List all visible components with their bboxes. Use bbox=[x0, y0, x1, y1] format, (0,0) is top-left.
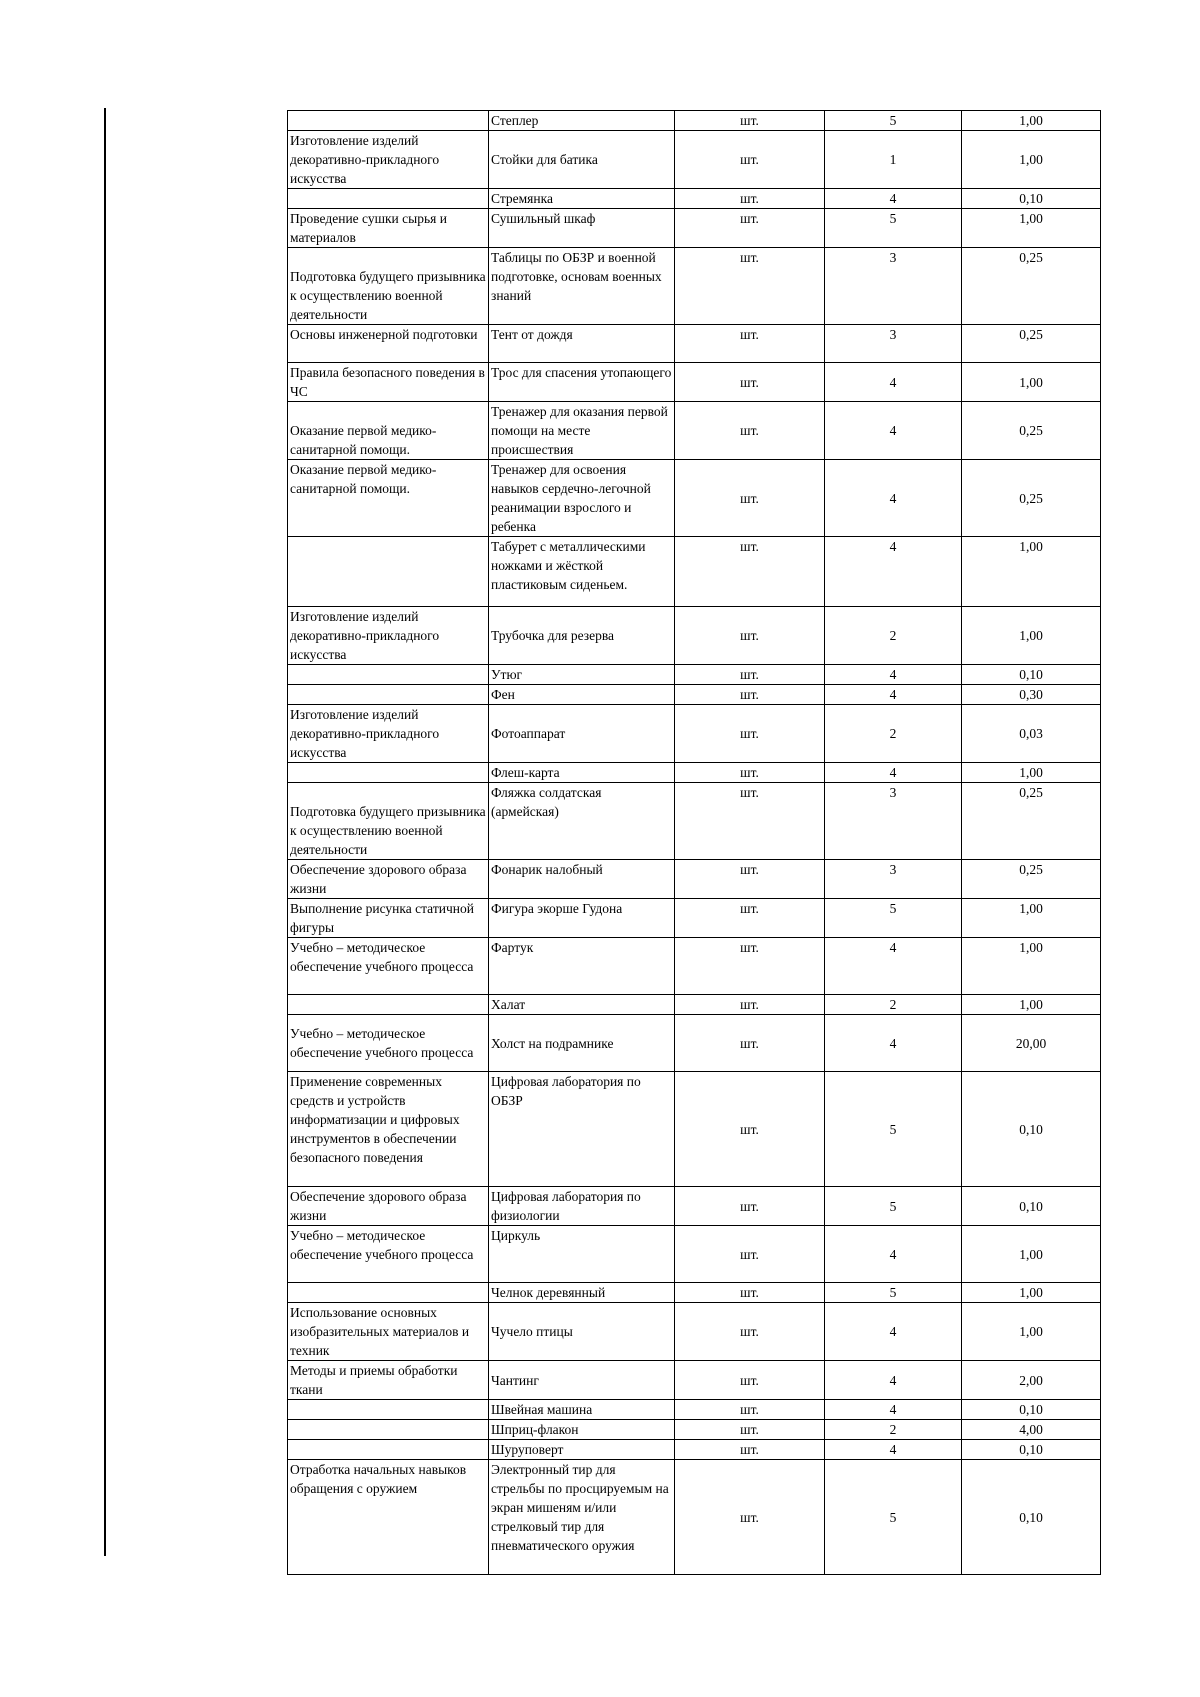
cell-purpose: Изготовление изделий декоративно-прикладного искусства bbox=[288, 131, 489, 189]
cell-unit: шт. bbox=[675, 209, 825, 248]
cell-purpose bbox=[288, 111, 489, 131]
table-row bbox=[288, 1440, 1101, 1460]
cell-coefficient: 1,00 bbox=[962, 131, 1101, 189]
table-row bbox=[288, 363, 1101, 402]
table-body bbox=[288, 111, 1101, 1575]
table-row bbox=[288, 1400, 1101, 1420]
cell-item-name: Тренажер для освоения навыков сердечно-легочной реанимации взрослого и ребенка bbox=[489, 460, 675, 537]
cell-quantity: 3 bbox=[825, 860, 962, 899]
cell-quantity: 4 bbox=[825, 1015, 962, 1072]
cell-item-name: Табурет с металлическими ножками и жёсткой пластиковым сиденьем. bbox=[489, 537, 675, 607]
cell-quantity: 4 bbox=[825, 537, 962, 607]
cell-purpose: Отработка начальных навыков обращения с оружием bbox=[288, 1460, 489, 1575]
cell-item-name: Степлер bbox=[489, 111, 675, 131]
cell-unit: шт. bbox=[675, 1361, 825, 1400]
table-row bbox=[288, 1460, 1101, 1575]
table-row bbox=[288, 665, 1101, 685]
table-row bbox=[288, 1283, 1101, 1303]
cell-purpose bbox=[288, 995, 489, 1015]
cell-item-name: Халат bbox=[489, 995, 675, 1015]
cell-item-name: Фляжка солдатская (армейская) bbox=[489, 783, 675, 860]
cell-purpose bbox=[288, 685, 489, 705]
cell-purpose bbox=[288, 189, 489, 209]
table-row bbox=[288, 685, 1101, 705]
cell-unit: шт. bbox=[675, 460, 825, 537]
cell-unit: шт. bbox=[675, 783, 825, 860]
cell-quantity: 3 bbox=[825, 248, 962, 325]
cell-quantity: 2 bbox=[825, 1420, 962, 1440]
table-row bbox=[288, 537, 1101, 607]
cell-quantity: 4 bbox=[825, 665, 962, 685]
cell-coefficient: 20,00 bbox=[962, 1015, 1101, 1072]
cell-purpose: Методы и приемы обработки ткани bbox=[288, 1361, 489, 1400]
cell-unit: шт. bbox=[675, 363, 825, 402]
cell-quantity: 4 bbox=[825, 460, 962, 537]
cell-unit: шт. bbox=[675, 1072, 825, 1187]
cell-item-name: Фигура экорше Гудона bbox=[489, 899, 675, 938]
cell-item-name: Чантинг bbox=[489, 1361, 675, 1400]
cell-quantity: 5 bbox=[825, 111, 962, 131]
cell-quantity: 5 bbox=[825, 1283, 962, 1303]
cell-unit: шт. bbox=[675, 189, 825, 209]
cell-purpose: Подготовка будущего призывника к осуществлению военной деятельности bbox=[288, 248, 489, 325]
cell-unit: шт. bbox=[675, 248, 825, 325]
cell-item-name: Цифровая лаборатория по физиологии bbox=[489, 1187, 675, 1226]
cell-item-name: Швейная машина bbox=[489, 1400, 675, 1420]
cell-item-name: Утюг bbox=[489, 665, 675, 685]
cell-coefficient: 1,00 bbox=[962, 537, 1101, 607]
cell-unit: шт. bbox=[675, 665, 825, 685]
cell-purpose bbox=[288, 1440, 489, 1460]
cell-purpose: Использование основных изобразительных материалов и техник bbox=[288, 1303, 489, 1361]
cell-coefficient: 1,00 bbox=[962, 1226, 1101, 1283]
table-row bbox=[288, 1303, 1101, 1361]
cell-item-name: Шприц-флакон bbox=[489, 1420, 675, 1440]
cell-coefficient: 1,00 bbox=[962, 763, 1101, 783]
table-row bbox=[288, 860, 1101, 899]
cell-unit: шт. bbox=[675, 1187, 825, 1226]
equipment-table bbox=[287, 110, 1101, 1575]
cell-purpose: Применение современных средств и устройств информатизации и цифровых инструментов в обеспечении безопасного поведения bbox=[288, 1072, 489, 1187]
cell-quantity: 4 bbox=[825, 1361, 962, 1400]
cell-unit: шт. bbox=[675, 1440, 825, 1460]
cell-quantity: 2 bbox=[825, 607, 962, 665]
cell-purpose: Изготовление изделий декоративно-прикладного искусства bbox=[288, 705, 489, 763]
cell-quantity: 4 bbox=[825, 1440, 962, 1460]
table-row bbox=[288, 1226, 1101, 1283]
table-row bbox=[288, 1420, 1101, 1440]
cell-purpose bbox=[288, 763, 489, 783]
cell-unit: шт. bbox=[675, 685, 825, 705]
table-row bbox=[288, 460, 1101, 537]
cell-item-name: Фен bbox=[489, 685, 675, 705]
table-row bbox=[288, 111, 1101, 131]
cell-unit: шт. bbox=[675, 537, 825, 607]
cell-coefficient: 1,00 bbox=[962, 899, 1101, 938]
cell-coefficient: 0,25 bbox=[962, 402, 1101, 460]
cell-coefficient: 0,10 bbox=[962, 1400, 1101, 1420]
cell-quantity: 4 bbox=[825, 763, 962, 783]
cell-quantity: 5 bbox=[825, 1460, 962, 1575]
cell-item-name: Цифровая лаборатория по ОБЗР bbox=[489, 1072, 675, 1187]
cell-quantity: 5 bbox=[825, 899, 962, 938]
cell-unit: шт. bbox=[675, 131, 825, 189]
table-row bbox=[288, 131, 1101, 189]
cell-purpose bbox=[288, 1400, 489, 1420]
cell-item-name: Таблицы по ОБЗР и военной подготовке, основам военных знаний bbox=[489, 248, 675, 325]
table-row bbox=[288, 189, 1101, 209]
cell-purpose: Изготовление изделий декоративно-прикладного искусства bbox=[288, 607, 489, 665]
cell-coefficient: 0,10 bbox=[962, 1072, 1101, 1187]
cell-unit: шт. bbox=[675, 995, 825, 1015]
cell-coefficient: 0,25 bbox=[962, 460, 1101, 537]
cell-item-name: Фонарик налобный bbox=[489, 860, 675, 899]
table-row bbox=[288, 325, 1101, 363]
cell-unit: шт. bbox=[675, 1303, 825, 1361]
cell-purpose: Оказание первой медико-санитарной помощи. bbox=[288, 460, 489, 537]
cell-quantity: 5 bbox=[825, 209, 962, 248]
table-row bbox=[288, 1072, 1101, 1187]
cell-item-name: Стремянка bbox=[489, 189, 675, 209]
cell-quantity: 2 bbox=[825, 705, 962, 763]
cell-quantity: 4 bbox=[825, 685, 962, 705]
cell-quantity: 5 bbox=[825, 1072, 962, 1187]
cell-purpose: Учебно – методическое обеспечение учебного процесса bbox=[288, 1226, 489, 1283]
cell-purpose: Обеспечение здорового образа жизни bbox=[288, 1187, 489, 1226]
cell-item-name: Шуруповерт bbox=[489, 1440, 675, 1460]
cell-coefficient: 0,10 bbox=[962, 665, 1101, 685]
cell-unit: шт. bbox=[675, 763, 825, 783]
cell-coefficient: 0,10 bbox=[962, 189, 1101, 209]
cell-item-name: Трос для спасения утопающего bbox=[489, 363, 675, 402]
cell-quantity: 3 bbox=[825, 783, 962, 860]
cell-coefficient: 1,00 bbox=[962, 209, 1101, 248]
table-row bbox=[288, 783, 1101, 860]
cell-quantity: 4 bbox=[825, 189, 962, 209]
cell-item-name: Циркуль bbox=[489, 1226, 675, 1283]
cell-purpose: Правила безопасного поведения в ЧС bbox=[288, 363, 489, 402]
cell-purpose: Оказание первой медико-санитарной помощи. bbox=[288, 402, 489, 460]
cell-unit: шт. bbox=[675, 1460, 825, 1575]
cell-coefficient: 0,10 bbox=[962, 1460, 1101, 1575]
cell-quantity: 4 bbox=[825, 1400, 962, 1420]
table-row bbox=[288, 607, 1101, 665]
cell-item-name: Фотоаппарат bbox=[489, 705, 675, 763]
cell-item-name: Флеш-карта bbox=[489, 763, 675, 783]
cell-coefficient: 0,25 bbox=[962, 860, 1101, 899]
cell-item-name: Фартук bbox=[489, 938, 675, 995]
table-row bbox=[288, 938, 1101, 995]
cell-purpose: Обеспечение здорового образа жизни bbox=[288, 860, 489, 899]
cell-unit: шт. bbox=[675, 1400, 825, 1420]
cell-coefficient: 1,00 bbox=[962, 1283, 1101, 1303]
cell-unit: шт. bbox=[675, 607, 825, 665]
table-row bbox=[288, 402, 1101, 460]
cell-unit: шт. bbox=[675, 1226, 825, 1283]
cell-item-name: Челнок деревянный bbox=[489, 1283, 675, 1303]
cell-purpose: Учебно – методическое обеспечение учебного процесса bbox=[288, 1015, 489, 1072]
cell-item-name: Тент от дождя bbox=[489, 325, 675, 363]
cell-item-name: Трубочка для резерва bbox=[489, 607, 675, 665]
cell-coefficient: 0,25 bbox=[962, 325, 1101, 363]
cell-purpose: Подготовка будущего призывника к осуществлению военной деятельности bbox=[288, 783, 489, 860]
cell-item-name: Тренажер для оказания первой помощи на месте происшествия bbox=[489, 402, 675, 460]
cell-quantity: 1 bbox=[825, 131, 962, 189]
cell-coefficient: 2,00 bbox=[962, 1361, 1101, 1400]
cell-unit: шт. bbox=[675, 325, 825, 363]
cell-quantity: 4 bbox=[825, 402, 962, 460]
cell-quantity: 4 bbox=[825, 938, 962, 995]
cell-quantity: 4 bbox=[825, 363, 962, 402]
table-row bbox=[288, 209, 1101, 248]
cell-unit: шт. bbox=[675, 402, 825, 460]
table-row bbox=[288, 705, 1101, 763]
cell-coefficient: 1,00 bbox=[962, 111, 1101, 131]
cell-coefficient: 0,25 bbox=[962, 248, 1101, 325]
cell-unit: шт. bbox=[675, 899, 825, 938]
cell-purpose bbox=[288, 537, 489, 607]
cell-purpose bbox=[288, 1283, 489, 1303]
cell-coefficient: 1,00 bbox=[962, 1303, 1101, 1361]
cell-unit: шт. bbox=[675, 111, 825, 131]
cell-purpose: Проведение сушки сырья и материалов bbox=[288, 209, 489, 248]
cell-coefficient: 0,30 bbox=[962, 685, 1101, 705]
table-row bbox=[288, 995, 1101, 1015]
cell-purpose: Выполнение рисунка статичной фигуры bbox=[288, 899, 489, 938]
cell-quantity: 2 bbox=[825, 995, 962, 1015]
cell-unit: шт. bbox=[675, 860, 825, 899]
cell-coefficient: 1,00 bbox=[962, 363, 1101, 402]
cell-coefficient: 1,00 bbox=[962, 938, 1101, 995]
cell-coefficient: 1,00 bbox=[962, 607, 1101, 665]
cell-item-name: Сушильный шкаф bbox=[489, 209, 675, 248]
cell-quantity: 5 bbox=[825, 1187, 962, 1226]
cell-unit: шт. bbox=[675, 938, 825, 995]
cell-quantity: 3 bbox=[825, 325, 962, 363]
cell-purpose bbox=[288, 665, 489, 685]
cell-unit: шт. bbox=[675, 1420, 825, 1440]
cell-quantity: 4 bbox=[825, 1226, 962, 1283]
cell-coefficient: 0,10 bbox=[962, 1440, 1101, 1460]
table-row bbox=[288, 1361, 1101, 1400]
cell-coefficient: 1,00 bbox=[962, 995, 1101, 1015]
cell-item-name: Чучело птицы bbox=[489, 1303, 675, 1361]
table-row bbox=[288, 248, 1101, 325]
cell-purpose bbox=[288, 1420, 489, 1440]
cell-unit: шт. bbox=[675, 705, 825, 763]
table-row bbox=[288, 1015, 1101, 1072]
cell-coefficient: 0,03 bbox=[962, 705, 1101, 763]
cell-item-name: Холст на подрамнике bbox=[489, 1015, 675, 1072]
cell-item-name: Стойки для батика bbox=[489, 131, 675, 189]
table-row bbox=[288, 1187, 1101, 1226]
cell-quantity: 4 bbox=[825, 1303, 962, 1361]
cell-unit: шт. bbox=[675, 1283, 825, 1303]
table-row bbox=[288, 899, 1101, 938]
cell-purpose: Учебно – методическое обеспечение учебного процесса bbox=[288, 938, 489, 995]
cell-coefficient: 0,10 bbox=[962, 1187, 1101, 1226]
cell-purpose: Основы инженерной подготовки bbox=[288, 325, 489, 363]
table-row bbox=[288, 763, 1101, 783]
cell-coefficient: 0,25 bbox=[962, 783, 1101, 860]
page-margin-line bbox=[104, 108, 106, 1556]
cell-unit: шт. bbox=[675, 1015, 825, 1072]
cell-coefficient: 4,00 bbox=[962, 1420, 1101, 1440]
cell-item-name: Электронный тир для стрельбы по просцируемым на экран мишеням и/или стрелковый тир для пневматического оружия bbox=[489, 1460, 675, 1575]
